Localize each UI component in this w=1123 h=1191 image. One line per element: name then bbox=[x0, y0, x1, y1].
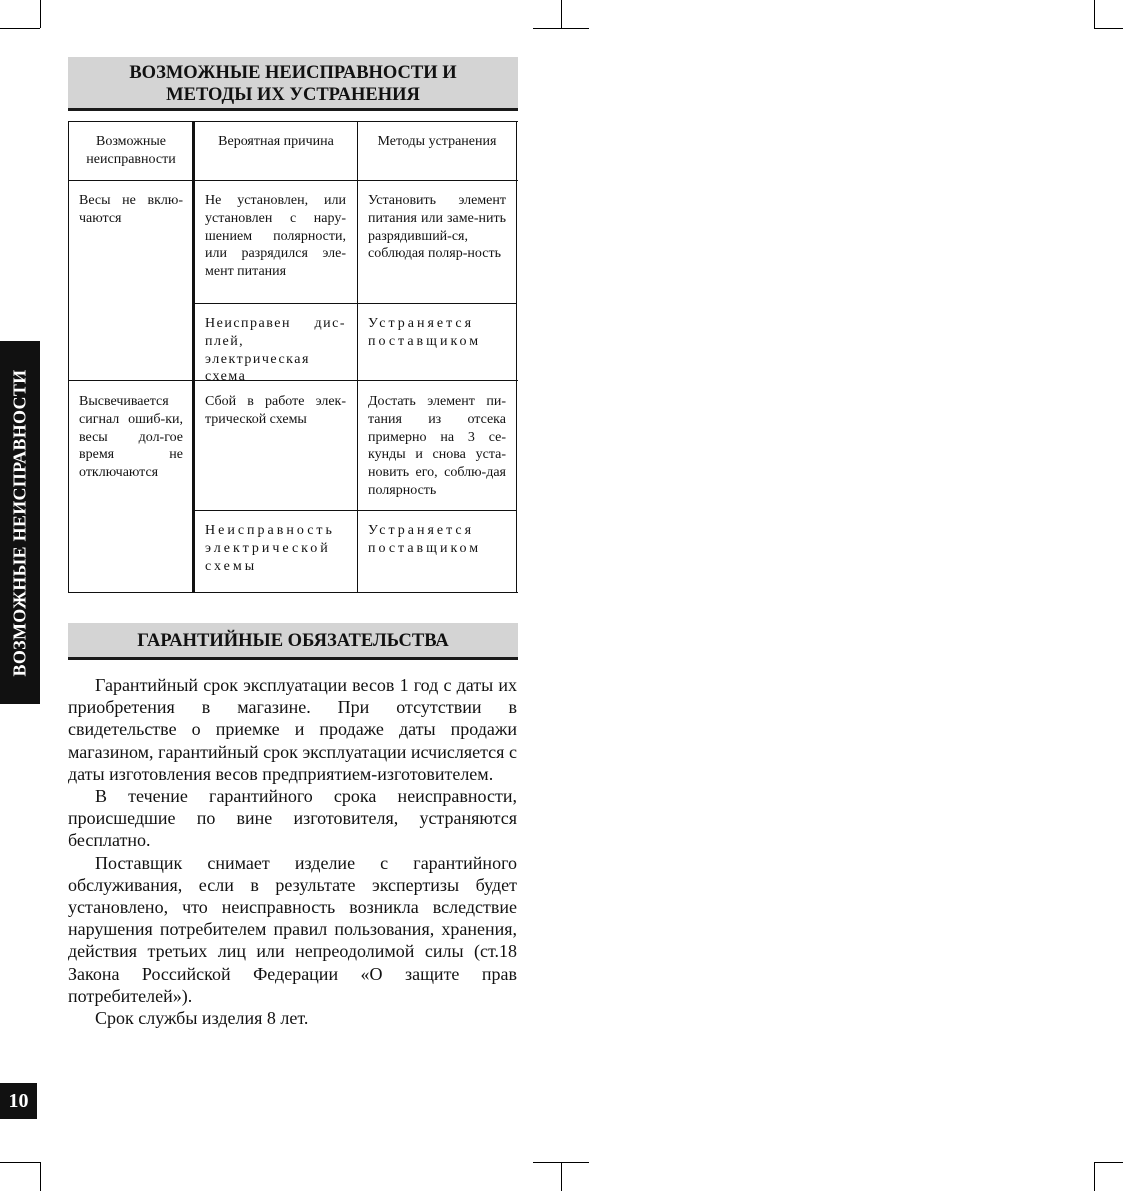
header-faults: Возможные неисправности bbox=[86, 134, 176, 167]
cause-cell: Неисправность электрической схемы bbox=[205, 523, 335, 574]
table-row-divider bbox=[195, 303, 517, 304]
cause-cell: Не установлен, или установлен с нару-шением полярности, или разрядился эле-мент питания bbox=[205, 193, 346, 280]
paragraph: Гарантийный срок эксплуатации весов 1 год с даты их приобретения в магазине. При отсутствии в свидетельстве о приемке и продаже даты продажи магазином, гарантийный срок эксплуатации исчисляется с даты изготовления весов предприятием-изготовителем. bbox=[68, 675, 517, 784]
crop-mark bbox=[533, 1162, 589, 1163]
table-row-divider bbox=[195, 510, 517, 511]
table-border-bottom bbox=[68, 592, 518, 593]
remedy-cell: Устраняется поставщиком bbox=[368, 316, 482, 349]
paragraph: В течение гарантийного срока неисправности, происшедшие по вине изготовителя, устраняются бесплатно. bbox=[68, 786, 517, 851]
table-border-right bbox=[516, 121, 517, 593]
header-remedy: Методы устранения bbox=[377, 134, 497, 149]
crop-mark bbox=[533, 28, 589, 29]
page-number: 10 bbox=[0, 1083, 37, 1119]
crop-mark bbox=[1094, 0, 1095, 28]
troubleshooting-table bbox=[68, 121, 518, 594]
crop-mark bbox=[40, 1162, 41, 1191]
crop-mark bbox=[0, 1162, 40, 1163]
heading-line-2: МЕТОДЫ ИХ УСТРАНЕНИЯ bbox=[166, 85, 420, 105]
warranty-heading: ГАРАНТИЙНЫЕ ОБЯЗАТЕЛЬСТВА bbox=[68, 623, 518, 660]
paragraph: Поставщик снимает изделие с гарантийного обслуживания, если в результате экспертизы будет установлено, что неисправность возникла вследствие нарушения потребителем правил пользования, хранения, действия третьих лиц или непреодолимой силы (ст.18 Закона Российской Федерации «О защите прав потребителей»). bbox=[68, 852, 517, 1006]
paragraph: Срок службы изделия 8 лет. bbox=[95, 1008, 309, 1029]
table-header-divider bbox=[68, 180, 518, 181]
crop-mark bbox=[0, 28, 40, 29]
cause-cell: Сбой в работе элек-трической схемы bbox=[205, 394, 346, 427]
remedy-cell: Устраняется поставщиком bbox=[368, 523, 482, 556]
fault-cell: Весы не вклю-чаются bbox=[79, 193, 183, 226]
side-section-tab bbox=[0, 341, 40, 704]
table-col-divider-1 bbox=[192, 121, 195, 593]
side-tab-label: ВОЗМОЖНЫЕ НЕИСПРАВНОСТИ bbox=[9, 369, 30, 676]
warranty-text bbox=[68, 674, 517, 1029]
crop-mark bbox=[561, 1162, 562, 1191]
table-border-top bbox=[68, 121, 518, 122]
remedy-cell: Достать элемент пи-тания из отсека примерно на 3 се-кунды и снова уста-новить его, соблю-дая полярность bbox=[368, 394, 506, 498]
table-border-left bbox=[68, 121, 69, 593]
heading-line-1: ВОЗМОЖНЫЕ НЕИСПРАВНОСТИ И bbox=[129, 63, 457, 83]
cause-cell: Неисправен дис-плей, электрическая схема bbox=[205, 316, 346, 385]
fault-cell: Высвечивается сигнал ошиб-ки, весы дол-гое время не отключаются bbox=[79, 394, 183, 481]
troubleshooting-heading bbox=[68, 57, 518, 111]
crop-mark bbox=[1094, 28, 1123, 29]
table-col-divider-2 bbox=[357, 121, 358, 593]
crop-mark bbox=[40, 0, 41, 28]
header-cause: Вероятная причина bbox=[218, 134, 334, 149]
crop-mark bbox=[1094, 1162, 1123, 1163]
crop-mark bbox=[561, 0, 562, 28]
remedy-cell: Установить элемент питания или заме-нить разрядивший-ся, соблюдая поляр-ность bbox=[368, 193, 506, 262]
crop-mark bbox=[1094, 1162, 1095, 1191]
